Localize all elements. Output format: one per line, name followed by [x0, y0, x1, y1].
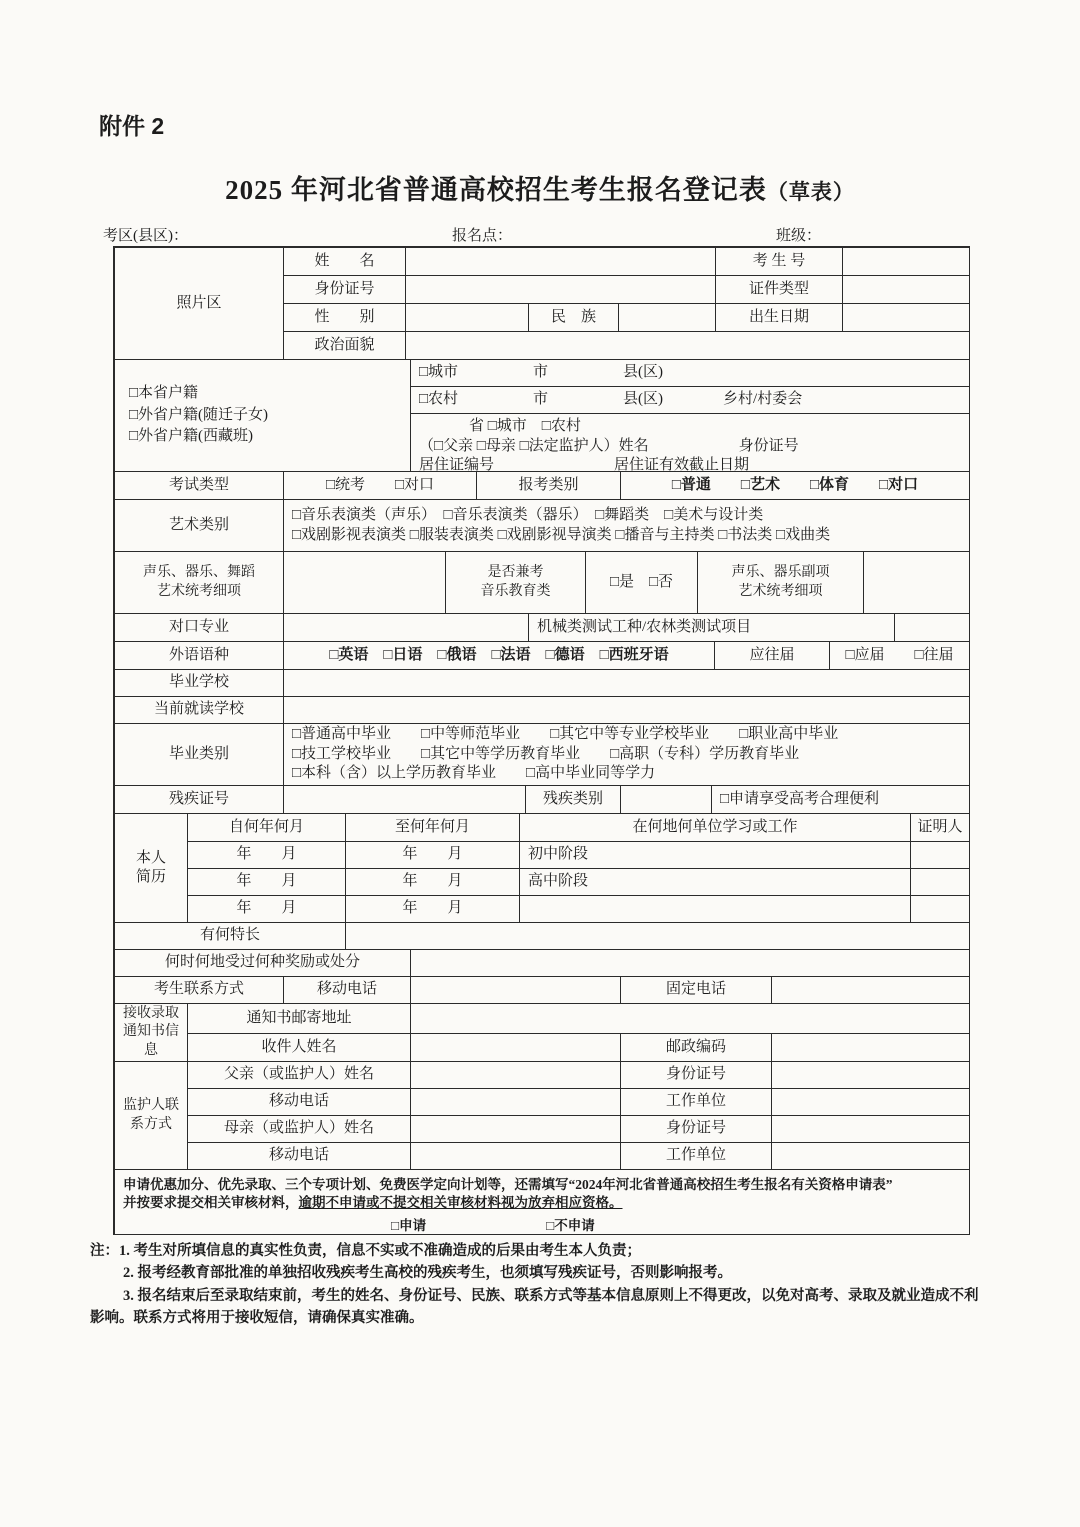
awards-input-cell: [411, 950, 970, 977]
section-disability: [115, 786, 970, 814]
hukou-options-cell: [115, 360, 411, 472]
registration-point-label: 报名点：: [452, 228, 513, 244]
page-title: [0, 168, 1080, 207]
mother-name-label: 母亲（或监护人）姓名: [188, 1116, 411, 1143]
section-resume: [115, 814, 970, 923]
mother-work-input-cell: [772, 1143, 970, 1170]
section-candidate-contact: [115, 977, 970, 1004]
exam-area-label: 考区(县区)：: [103, 228, 188, 244]
hukou-residence-permit-line: 居住证编号 居住证有效截止日期: [419, 457, 750, 473]
disability-type-input-cell: [621, 786, 712, 814]
graduation-type-label: 毕业类别: [115, 724, 284, 786]
cert-type-label: 证件类型: [716, 276, 843, 304]
current-school-label: 当前就读学校: [115, 697, 284, 724]
hukou-migrant-detail-cell: [411, 414, 970, 472]
postal-code-input-cell: [772, 1034, 970, 1062]
disability-cert-input-cell: [284, 786, 526, 814]
music-education-question-line2: 音乐教育类: [480, 583, 551, 599]
mother-mobile-label: 移动电话: [188, 1143, 411, 1170]
cert-type-input-cell: [843, 276, 970, 304]
resume-row1-witness-cell: [911, 842, 970, 869]
guardian-label-line1: 监护人联: [123, 1098, 179, 1114]
mother-mobile-input-cell: [411, 1143, 621, 1170]
preferential-apply-options: [123, 1217, 963, 1235]
exam-type-options: □统考 □对口: [284, 472, 477, 500]
apply-category-options: □普通 □艺术 □体育 □对口: [621, 472, 970, 500]
section-current-school: [115, 697, 970, 724]
hukou-city-row: □城市 市 县(区): [411, 360, 970, 387]
name-label: 姓 名: [284, 248, 406, 276]
foreign-language-label: 外语语种: [115, 642, 284, 670]
graduation-options-line3: □本科（含）以上学历教育毕业 □高中毕业同等学力: [292, 765, 656, 782]
footer-notes: [90, 1240, 992, 1330]
guardian-contact-label: [115, 1062, 188, 1170]
resume-row2-witness-cell: [911, 869, 970, 896]
father-work-input-cell: [772, 1089, 970, 1116]
mother-id-input-cell: [772, 1116, 970, 1143]
political-status-input-cell: [406, 332, 970, 360]
mailing-label: [115, 1004, 188, 1062]
registration-form-table: [113, 246, 970, 1235]
resume-label: [115, 814, 188, 923]
attachment-label: 附件 2: [99, 113, 165, 139]
music-education-yes-no: □是 □否: [586, 552, 698, 614]
section-hukou: [115, 360, 970, 472]
vocal-detail-label: [115, 552, 284, 614]
father-name-label: 父亲（或监护人）姓名: [188, 1062, 411, 1089]
graduate-school-label: 毕业学校: [115, 670, 284, 697]
note-1: 注：1. 考生对所填信息的真实性负责，信息不实或不准确造成的后果由考生本人负责；: [90, 1243, 641, 1259]
section-graduation-type: [115, 724, 970, 786]
resume-row3-stage-cell: [520, 896, 911, 923]
section-vocational-major: [115, 614, 970, 642]
exam-type-label: 考试类型: [115, 472, 284, 500]
mailing-address-label: 通知书邮寄地址: [188, 1004, 411, 1034]
mechanical-test-input-cell: [895, 614, 970, 642]
resume-row1-from: 年 月: [188, 842, 346, 869]
section-foreign-language: [115, 642, 970, 670]
guardian-label-line2: 系方式: [130, 1116, 172, 1132]
secondary-art-detail-label: [698, 552, 864, 614]
art-category-options: [284, 500, 970, 552]
hukou-option-local: □本省户籍: [129, 385, 199, 402]
resume-row2-from: 年 月: [188, 869, 346, 896]
mother-work-label: 工作单位: [621, 1143, 772, 1170]
disability-cert-label: 残疾证号: [115, 786, 284, 814]
resume-row2-to: 年 月: [346, 869, 520, 896]
section-mailing: [115, 1004, 970, 1062]
gender-label: 性 别: [284, 304, 406, 332]
mailing-label-line1: 接收录取: [123, 1006, 179, 1022]
music-education-question-line1: 是否兼考: [487, 565, 544, 581]
graduation-type-options: [284, 724, 970, 786]
ethnicity-input-cell: [619, 304, 716, 332]
preferential-notice-line2: [123, 1194, 623, 1212]
resume-row3-witness-cell: [911, 896, 970, 923]
graduate-status-options: □应届 □往届: [830, 642, 970, 670]
section-awards: [115, 950, 970, 977]
resume-label-line1: 本人: [135, 849, 166, 866]
political-status-label: 政治面貌: [284, 332, 406, 360]
disability-accommodation-option: □申请享受高考合理便利: [712, 786, 970, 814]
candidate-no-input-cell: [843, 248, 970, 276]
awards-label: 何时何地受过何种奖励或处分: [115, 950, 411, 977]
landline-input-cell: [772, 977, 970, 1004]
not-apply-checkbox: □不申请: [546, 1218, 595, 1234]
section-art-exam-detail: [115, 552, 970, 614]
vocational-major-label: 对口专业: [115, 614, 284, 642]
mechanical-test-label: 机械类测试工种/农林类测试项目: [529, 614, 895, 642]
art-options-line2: □戏剧影视表演类 □服装表演类 □戏剧影视导演类 □播音与主持类 □书法类 □戏曲类: [292, 526, 831, 543]
section-specialty: [115, 923, 970, 950]
music-education-question: [446, 552, 586, 614]
preferential-notice-line2-underlined: 逾期不申请或不提交相关审核材料视为放弃相应资格。: [298, 1194, 623, 1210]
gender-input-cell: [406, 304, 529, 332]
vocal-detail-label-line2: 艺术统考细项: [157, 583, 241, 599]
resume-row3-to: 年 月: [346, 896, 520, 923]
secondary-art-label-line2: 艺术统考细项: [738, 583, 823, 599]
apply-category-label: 报考类别: [477, 472, 621, 500]
resume-label-line2: 简历: [135, 869, 166, 885]
specialty-label: 有何特长: [115, 923, 346, 950]
mobile-phone-label: 移动电话: [284, 977, 411, 1004]
class-label: 班级：: [776, 228, 822, 244]
hukou-option-migrant: □外省户籍(随迁子女): [129, 406, 269, 423]
hukou-option-tibet: □外省户籍(西藏班): [129, 428, 254, 445]
hukou-province-line: 省 □城市 □农村: [469, 418, 581, 434]
resume-witness-header: 证明人: [911, 814, 970, 842]
art-options-line1: □音乐表演类（声乐） □音乐表演类（器乐） □舞蹈类 □美术与设计类: [292, 507, 764, 523]
recipient-name-label: 收件人姓名: [188, 1034, 411, 1062]
vocal-detail-input-cell: [284, 552, 446, 614]
father-mobile-input-cell: [411, 1089, 621, 1116]
father-id-label: 身份证号: [621, 1062, 772, 1089]
resume-row2-stage: 高中阶段: [520, 869, 911, 896]
mailing-address-input-cell: [411, 1004, 970, 1034]
note-3: 3. 报名结束后至录取结束前，考生的姓名、身份证号、民族、联系方式等基本信息原则上不得更改，以免对高考、录取及就业造成不利影响。联系方式将用于接收短信，请确保真实准确。: [90, 1287, 979, 1327]
landline-label: 固定电话: [621, 977, 772, 1004]
apply-checkbox: □申请: [391, 1218, 427, 1234]
section-graduate-school: [115, 670, 970, 697]
father-id-input-cell: [772, 1062, 970, 1089]
section-exam-type: [115, 472, 970, 500]
preferential-notice-line2-plain: 并按要求提交相关审核材料，: [123, 1194, 299, 1210]
secondary-art-input-cell: [864, 552, 970, 614]
mailing-label-line2: 通知书信: [123, 1024, 179, 1040]
preferential-notice-line1: 申请优惠加分、优先录取、三个专项计划、免费医学定向计划等，还需填写“2024年河北省普通高校招生考生报名有关资格申请表”: [123, 1177, 893, 1192]
section-preferential-apply: [115, 1170, 970, 1235]
postal-code-label: 邮政编码: [621, 1034, 772, 1062]
resume-from-header: 自何年何月: [188, 814, 346, 842]
foreign-language-options: □英语 □日语 □俄语 □法语 □德语 □西班牙语: [284, 642, 715, 670]
name-input-cell: [406, 248, 716, 276]
secondary-art-label-line1: 声乐、器乐副项: [731, 565, 830, 581]
preferential-apply-cell: [115, 1170, 970, 1235]
note-2: 2. 报考经教育部批准的单独招收残疾考生高校的残疾考生，也须填写残疾证号，否则影响报考。: [123, 1265, 732, 1282]
photo-area-cell: 照片区: [115, 248, 284, 360]
birth-date-label: 出生日期: [716, 304, 843, 332]
specialty-input-cell: [346, 923, 970, 950]
page-title-main: 2025 年河北省普通高校招生考生报名登记表: [225, 175, 767, 205]
ethnicity-label: 民 族: [529, 304, 619, 332]
father-work-label: 工作单位: [621, 1089, 772, 1116]
mailing-label-line3: 息: [144, 1042, 158, 1058]
section-photo-identity: [115, 248, 970, 360]
page-title-suffix: （草表）: [766, 180, 855, 204]
id-number-label: 身份证号: [284, 276, 406, 304]
section-guardian-contact: [115, 1062, 970, 1170]
disability-type-label: 残疾类别: [526, 786, 621, 814]
graduate-school-input-cell: [284, 670, 970, 697]
graduation-options-line2: □技工学校毕业 □其它中等学历教育毕业 □高职（专科）学历教育毕业: [292, 745, 800, 762]
resume-where-header: 在何地何单位学习或工作: [520, 814, 911, 842]
graduation-options-line1: □普通高中毕业 □中等师范毕业 □其它中等专业学校毕业 □职业高中毕业: [292, 726, 839, 743]
resume-row1-stage: 初中阶段: [520, 842, 911, 869]
father-mobile-label: 移动电话: [188, 1089, 411, 1116]
candidate-no-label: 考 生 号: [716, 248, 843, 276]
vocal-detail-label-line1: 声乐、器乐、舞蹈: [143, 565, 255, 581]
graduate-status-label: 应往届: [715, 642, 830, 670]
mother-id-label: 身份证号: [621, 1116, 772, 1143]
hukou-rural-row: □农村 市 县(区) 乡村/村委会: [411, 387, 970, 414]
resume-to-header: 至何年何月: [346, 814, 520, 842]
mother-name-input-cell: [411, 1116, 621, 1143]
current-school-input-cell: [284, 697, 970, 724]
resume-row3-from: 年 月: [188, 896, 346, 923]
mobile-phone-input-cell: [411, 977, 621, 1004]
birth-date-input-cell: [843, 304, 970, 332]
id-number-input-cell: [406, 276, 716, 304]
father-name-input-cell: [411, 1062, 621, 1089]
hukou-guardian-line: （□父亲 □母亲 □法定监护人）姓名 身份证号: [419, 437, 799, 454]
section-art-category: [115, 500, 970, 552]
candidate-contact-label: 考生联系方式: [115, 977, 284, 1004]
vocational-major-input-cell: [284, 614, 529, 642]
recipient-name-input-cell: [411, 1034, 621, 1062]
resume-row1-to: 年 月: [346, 842, 520, 869]
art-category-label: 艺术类别: [115, 500, 284, 552]
